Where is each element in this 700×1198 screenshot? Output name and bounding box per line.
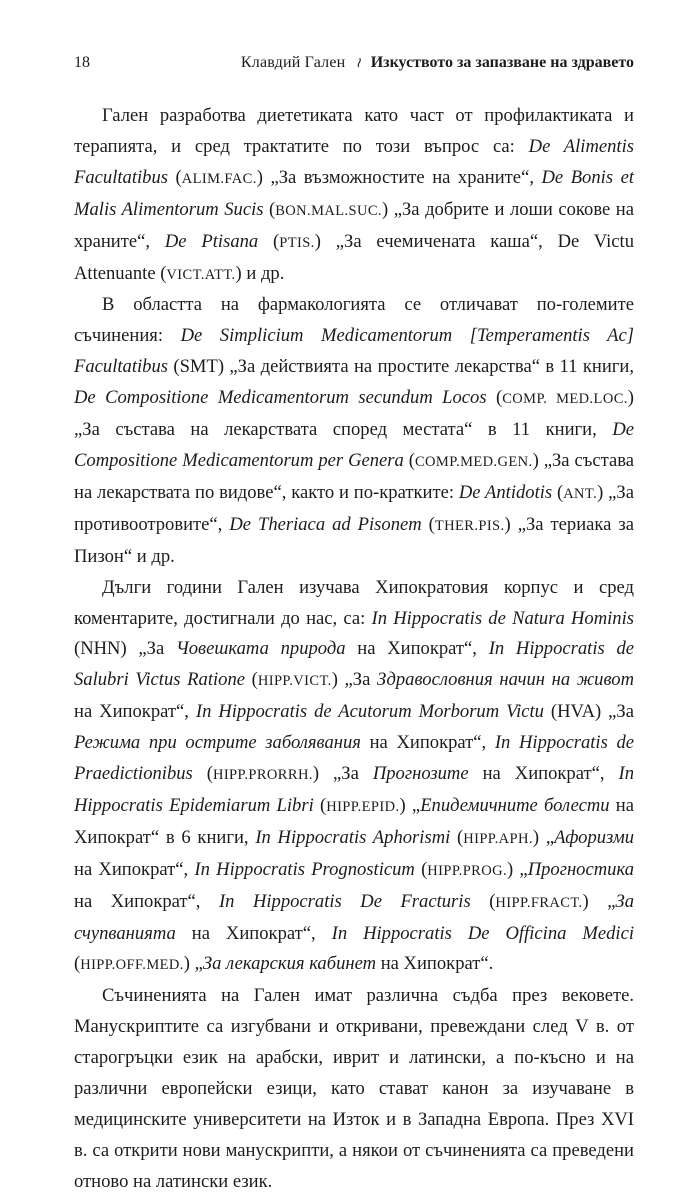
text-run: (NHN) „За <box>74 638 176 660</box>
italic-run: De Bonis et Malis Alimentorum Sucis <box>74 166 634 220</box>
paragraph-dietetics <box>74 101 634 290</box>
text-run: ) „За добрите и лоши сокове на храните“, <box>74 198 635 252</box>
text-run: ( <box>313 794 327 816</box>
text-run: ) „За <box>312 763 373 785</box>
page-number: 18 <box>74 54 90 71</box>
running-header-right <box>241 52 634 75</box>
text-run: ( <box>74 953 81 975</box>
text-run: (SMT) „За действията на простите лекарства“ в 11 книги, <box>168 356 634 378</box>
text-run: ( <box>263 198 276 220</box>
italic-run: In Hippocratis de Natura Hominis <box>371 607 635 629</box>
abbreviation: HIPP.PRORRH. <box>212 767 313 784</box>
text-run: ) и др. <box>235 262 285 284</box>
abbreviation: THER.PIS. <box>434 517 505 534</box>
text-run: ) „ <box>399 794 421 816</box>
abbreviation: COMP.MED.GEN. <box>414 453 533 470</box>
text-run: ) „ <box>532 826 555 848</box>
italic-run: In Hippocratis Epidemiarum Libri <box>74 763 635 816</box>
text-run: В областта на фармакологията се отличават по-големите съчинения: <box>74 294 634 347</box>
header-author: Клавдий Гален <box>240 54 346 71</box>
italic-run: In Hippocratis De Fracturis <box>218 890 471 912</box>
italic-run: De Theriaca ad Pisonem <box>229 513 422 535</box>
italic-run: In Hippocratis de Acutorum Morborum Victu <box>195 701 544 723</box>
italic-run: In Hippocratis Prognosticum <box>194 858 415 880</box>
text-run: на Хипократ“, <box>175 922 332 944</box>
text-run: ) „За състава на лекарствата според местата“ в 11 книги, <box>74 387 634 441</box>
abbreviation: VICT.ATT. <box>166 266 236 283</box>
text-run: ( <box>403 449 415 471</box>
text-run: ( <box>168 166 182 188</box>
text-run: ( <box>414 858 428 880</box>
italic-run: In Hippocratis Aphorismi <box>255 826 451 848</box>
text-run: ( <box>486 387 503 409</box>
italic-run: Човешката природа <box>175 638 346 660</box>
italic-run: De Compositione Medicamentorum per Genera <box>74 419 634 471</box>
text-run: на Хипократ“, <box>74 858 195 880</box>
abbreviation: HIPP.OFF.MED. <box>80 957 184 974</box>
text-run: Дълги години Гален изучава Хипократовия корпус и сред коментарите, достигнали до нас, са: <box>74 576 634 629</box>
italic-run: Режима при острите заболявания <box>74 732 361 754</box>
text-run: Гален разработва диететиката като част от профилактиката и терапията, и сред трактатите по този въпрос са: <box>74 105 634 157</box>
text-run: ) „За възможностите на храните“, <box>256 166 542 188</box>
text-run: ) „ <box>507 858 528 880</box>
abbreviation: COMP. MED.LOC. <box>502 391 628 408</box>
paragraph-pharmacology <box>74 290 634 572</box>
italic-run: De Compositione Medicamentorum secundum Locos <box>74 387 487 409</box>
abbreviation: HIPP.FRACT. <box>495 894 583 911</box>
italic-run: Афоризми <box>554 826 635 848</box>
abbreviation: ANT. <box>563 485 598 502</box>
italic-run: In Hippocratis De Officina Medici <box>331 922 635 944</box>
italic-run: За счупванията <box>74 890 635 944</box>
abbreviation: HIPP.VICT. <box>257 673 332 690</box>
text-run: ) „ <box>183 953 203 975</box>
abbreviation: PTIS. <box>279 234 315 251</box>
italic-run: De Ptisana <box>164 230 259 252</box>
italic-run: In Hippocratis de Salubri Victus Ratione <box>74 638 635 691</box>
text-run: ( <box>245 669 258 691</box>
italic-run: De Alimentis Facultatibus <box>74 135 634 188</box>
italic-run: За лекарския кабинет <box>202 953 377 975</box>
text-run: ( <box>470 890 496 912</box>
body-text <box>74 101 634 1198</box>
italic-run: De Antidotis <box>458 481 553 503</box>
text-run: на Хипократ“, <box>345 638 489 660</box>
italic-run: Прогностика <box>527 858 634 880</box>
header-book-title: Изкуството за запазване на здравето <box>370 54 634 71</box>
text-run: ( <box>192 763 213 785</box>
abbreviation: HIPP.EPID. <box>326 798 400 815</box>
text-run: ( <box>421 513 435 535</box>
text-run: Съчиненията на Гален имат различна съдба през вековете. Манускриптите са изгубвани и откривани, превеждани след V в. от старогръцки език на арабски, иврит и латински, а по-късно и на различни европейски езици, като стават канон за изучаване в медицинските университети на Изток и в Западна Европа. През XVI в. са открити нови манускрипти, а някои от съчиненията са преведени отново на латински език. <box>74 985 634 1192</box>
abbreviation: HIPP.PROG. <box>427 862 508 879</box>
text-run: ) „За териака за Пизон“ и др. <box>74 513 634 567</box>
text-run: ) „ <box>582 890 616 912</box>
abbreviation: ALIM.FAC. <box>181 170 257 187</box>
italic-run: Здравословния начин на живот <box>377 669 635 691</box>
italic-run: In Hippocratis de Praedictionibus <box>74 732 635 785</box>
abbreviation: HIPP.APH. <box>463 830 533 847</box>
text-run: ) „За противоотровите“, <box>74 481 634 535</box>
abbreviation: BON.MAL.SUC. <box>275 202 382 219</box>
paragraph-hippocratic-commentaries <box>74 573 634 982</box>
text-run: ( <box>258 230 280 252</box>
text-run: ) „За ечемичената каша“, De Victu Attenuante ( <box>74 230 634 284</box>
text-run: на Хипократ“. <box>376 953 494 975</box>
text-run: на Хипократ“ в 6 книги, <box>74 794 635 848</box>
italic-run: Прогнозите <box>372 763 469 785</box>
italic-run: De Simplicium Medicamentorum [Temperamentis Ac] Facultatibus <box>74 325 635 378</box>
running-header <box>74 52 634 74</box>
text-run: на Хипократ“, <box>74 890 219 912</box>
text-run: на Хипократ“, <box>360 732 495 754</box>
text-run: ( <box>450 826 464 848</box>
text-run: ( <box>552 481 564 503</box>
italic-run: Епидемичните болести <box>420 794 610 816</box>
text-run: на Хипократ“, <box>468 763 619 785</box>
text-run: на Хипократ“, <box>74 701 196 723</box>
text-run: ) „За състава на лекарствата по видове“, както и по-кратките: <box>74 449 634 503</box>
text-run: (HVA) „За <box>543 701 634 723</box>
text-run: ) „За <box>331 669 378 691</box>
paragraph-manuscripts-fate <box>74 981 634 1197</box>
header-separator-ornament: ≀ <box>355 56 361 71</box>
